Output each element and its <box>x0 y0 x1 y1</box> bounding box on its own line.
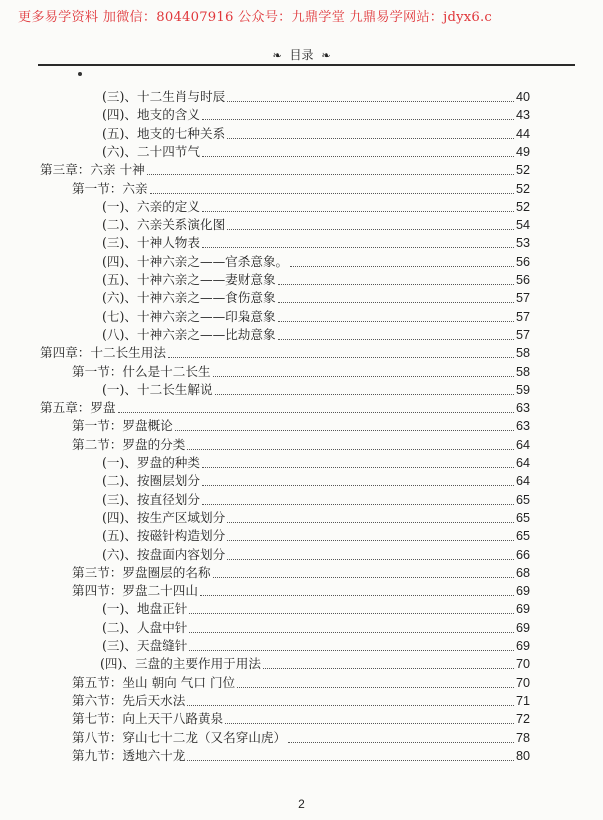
toc-entry-label: (六)、十神六亲之——食伤意象 <box>102 290 276 306</box>
toc-entry-label: 第六节：先后天水法 <box>72 692 186 708</box>
page-header <box>0 46 603 63</box>
page-title: 目录 <box>289 48 314 62</box>
dot-leader <box>150 192 514 194</box>
toc-entry-label: 第八节：穿山七十二龙（又名穿山虎） <box>72 729 287 745</box>
toc-entry-label: (四)、地支的含义 <box>102 107 200 123</box>
toc-entry <box>102 215 530 233</box>
toc-entry <box>72 673 530 691</box>
toc-entry-label: (二)、六亲关系演化图 <box>102 217 226 233</box>
dot-leader <box>278 301 514 303</box>
dot-leader <box>187 704 514 706</box>
toc-entry-page: 52 <box>515 199 530 214</box>
dot-leader <box>225 722 514 724</box>
dot-leader <box>200 594 514 596</box>
toc-entry-page: 68 <box>515 565 530 580</box>
dot-leader <box>168 356 514 358</box>
toc-entry-page: 63 <box>515 419 530 434</box>
toc-entry <box>102 325 530 343</box>
toc-entry <box>102 599 530 617</box>
toc-entry-page: 69 <box>515 639 530 653</box>
dot-leader <box>227 228 514 230</box>
toc-entry-label: 第五章：罗盘 <box>40 400 116 416</box>
toc-entry-page: 71 <box>515 693 530 708</box>
toc-entry-page: 70 <box>515 675 530 690</box>
toc-entry-label: 第九节：透地六十龙 <box>72 747 186 763</box>
toc-entry <box>102 270 530 288</box>
toc-entry-label: (五)、按磁针构造划分 <box>102 528 226 544</box>
toc-entry-label: (二)、人盘中针 <box>102 619 188 635</box>
page-number: 2 <box>298 797 305 811</box>
toc-entry-page: 56 <box>515 273 530 287</box>
dot-leader <box>227 558 514 560</box>
toc-entry <box>102 380 530 398</box>
dot-leader <box>202 466 514 468</box>
toc-entry <box>102 526 530 544</box>
toc-entry-label: (三)、十神人物表 <box>102 235 200 251</box>
toc-entry-label: (六)、二十四节气 <box>102 143 200 159</box>
toc-entry <box>102 288 530 306</box>
toc-entry-label: 第五节：坐山 朝向 气口 门位 <box>72 674 236 690</box>
toc-entry-page: 69 <box>515 584 530 599</box>
toc-entry-label: (七)、十神六亲之——印枭意象 <box>102 308 276 324</box>
toc-entry <box>102 453 530 471</box>
right-ornament-icon: ❧ <box>321 49 331 62</box>
toc-entry <box>72 581 530 599</box>
toc-entry-label: 第七节：向上天干八路黄泉 <box>72 711 224 727</box>
dot-leader <box>288 741 514 743</box>
toc-entry <box>72 179 530 197</box>
dot-leader <box>118 411 514 413</box>
toc-entry <box>102 233 530 251</box>
dot-leader <box>227 521 514 523</box>
stray-dot <box>78 72 82 76</box>
toc-entry-label: 第四节：罗盘二十四山 <box>72 583 198 599</box>
toc-entry-page: 66 <box>515 547 530 562</box>
toc-entry-page: 65 <box>515 510 530 525</box>
dot-leader <box>278 338 514 340</box>
toc-entry <box>72 691 530 709</box>
toc-entry-page: 40 <box>515 90 530 104</box>
dot-leader <box>147 173 514 175</box>
dot-leader <box>187 448 514 450</box>
toc-entry-label: (一)、六亲的定义 <box>102 198 200 214</box>
toc-entry-page: 57 <box>515 327 530 342</box>
toc-entry <box>102 490 530 508</box>
toc-entry-page: 64 <box>515 437 530 452</box>
toc-entry-label: 第一节：什么是十二长生 <box>72 363 211 379</box>
toc-entry-page: 52 <box>515 181 530 196</box>
toc-entry-label: (一)、地盘正针 <box>102 601 188 617</box>
toc-entry-label: 第四章：十二长生用法 <box>40 345 166 361</box>
dot-leader <box>202 484 514 486</box>
toc-entry-label: (三)、天盘缝针 <box>102 638 188 653</box>
toc-entry <box>72 362 530 380</box>
toc-entry-page: 43 <box>515 108 530 123</box>
toc-entry <box>102 124 530 142</box>
toc-entry-page: 57 <box>515 309 530 324</box>
dot-leader <box>227 100 514 102</box>
toc-entry-page: 69 <box>515 620 530 635</box>
dot-leader <box>290 265 514 267</box>
left-ornament-icon: ❧ <box>272 49 282 62</box>
toc-entry-page: 59 <box>515 382 530 397</box>
dot-leader <box>278 320 514 322</box>
watermark-banner: 更多易学资料 加微信：804407916 公众号：九鼎学堂 九鼎易学网站：jdyx6.c <box>18 10 492 25</box>
toc-entry <box>40 398 530 416</box>
toc-entry-page: 49 <box>515 144 530 159</box>
dot-leader <box>189 631 514 633</box>
toc-entry <box>72 728 530 746</box>
dot-leader <box>202 503 514 505</box>
toc-entry-page: 65 <box>515 529 530 544</box>
toc-entry-page: 80 <box>515 748 530 763</box>
toc-entry <box>102 197 530 215</box>
toc-entry-label: 第一节：六亲 <box>72 180 148 196</box>
dot-leader <box>202 155 514 157</box>
toc-entry <box>72 746 530 764</box>
toc-entry-label: (一)、十二长生解说 <box>102 381 213 397</box>
toc-entry <box>102 105 530 123</box>
dot-leader <box>213 576 514 578</box>
toc-entry-page: 69 <box>515 602 530 617</box>
toc-entry-page: 78 <box>515 730 530 745</box>
dot-leader <box>187 759 514 761</box>
dot-leader <box>237 686 514 688</box>
toc-entry <box>102 545 530 563</box>
toc-entry-label: (四)、三盘的主要作用于用法 <box>100 656 261 672</box>
toc-entry-label: (六)、按盘面内容划分 <box>102 546 226 562</box>
toc-entry-page: 53 <box>515 236 530 251</box>
toc-entry-label: (二)、按圈层划分 <box>102 473 200 489</box>
dot-leader <box>189 612 514 614</box>
toc-entry-page: 63 <box>515 401 530 416</box>
toc-entry <box>40 343 530 361</box>
toc-entry-page: 52 <box>515 163 530 178</box>
toc-entry-label: (五)、地支的七种关系 <box>102 125 226 141</box>
toc-entry-page: 44 <box>515 126 530 141</box>
dot-leader <box>213 375 514 377</box>
toc-entry <box>72 563 530 581</box>
toc-entry <box>100 654 530 672</box>
toc-entry-label: (三)、十二生肖与时辰 <box>102 89 226 104</box>
toc-entry-page: 56 <box>515 254 530 269</box>
dot-leader <box>278 283 514 285</box>
toc-entry-page: 58 <box>515 346 530 361</box>
toc-entry-label: 第三节：罗盘圈层的名称 <box>72 564 211 580</box>
toc-entry <box>40 160 530 178</box>
toc-entry <box>72 416 530 434</box>
toc-entry-label: (一)、罗盘的种类 <box>102 455 200 470</box>
toc-entry-label: (八)、十神六亲之——比劫意象 <box>102 326 276 342</box>
dot-leader <box>175 429 514 431</box>
toc-entry-page: 58 <box>515 364 530 379</box>
dot-leader <box>227 137 514 139</box>
toc-entry-page: 70 <box>515 657 530 672</box>
toc-entry-page: 64 <box>515 474 530 489</box>
toc-entry <box>102 252 530 270</box>
header-divider <box>38 64 575 66</box>
toc-entry-label: (四)、按生产区域划分 <box>102 509 226 525</box>
toc-entry-label: 第二节：罗盘的分类 <box>72 436 186 452</box>
toc-entry <box>102 307 530 325</box>
dot-leader <box>215 393 514 395</box>
toc-entry-label: (三)、按直径划分 <box>102 491 200 507</box>
toc-entry-label: (五)、十神六亲之——妻财意象 <box>102 272 276 287</box>
toc-entry <box>102 471 530 489</box>
toc-entry-page: 72 <box>515 712 530 727</box>
dot-leader <box>202 210 514 212</box>
toc-entry-label: 第三章：六亲 十神 <box>40 162 145 178</box>
dot-leader <box>227 539 514 541</box>
toc-entry-page: 54 <box>515 218 530 233</box>
toc-entry <box>102 87 530 105</box>
toc-entry <box>102 618 530 636</box>
toc-entry <box>102 142 530 160</box>
toc-entry <box>72 435 530 453</box>
toc-entry-page: 57 <box>515 291 530 306</box>
toc-entry <box>72 709 530 727</box>
dot-leader <box>202 246 514 248</box>
dot-leader <box>202 118 514 120</box>
dot-leader <box>189 649 514 651</box>
toc-entry <box>102 508 530 526</box>
toc-entry-label: 第一节：罗盘概论 <box>72 418 173 434</box>
dot-leader <box>263 667 514 669</box>
toc-entry-page: 64 <box>515 456 530 470</box>
toc-entry-page: 65 <box>515 492 530 507</box>
toc-entry <box>102 636 530 654</box>
toc-entry-label: (四)、十神六亲之——官杀意象。 <box>102 253 289 269</box>
